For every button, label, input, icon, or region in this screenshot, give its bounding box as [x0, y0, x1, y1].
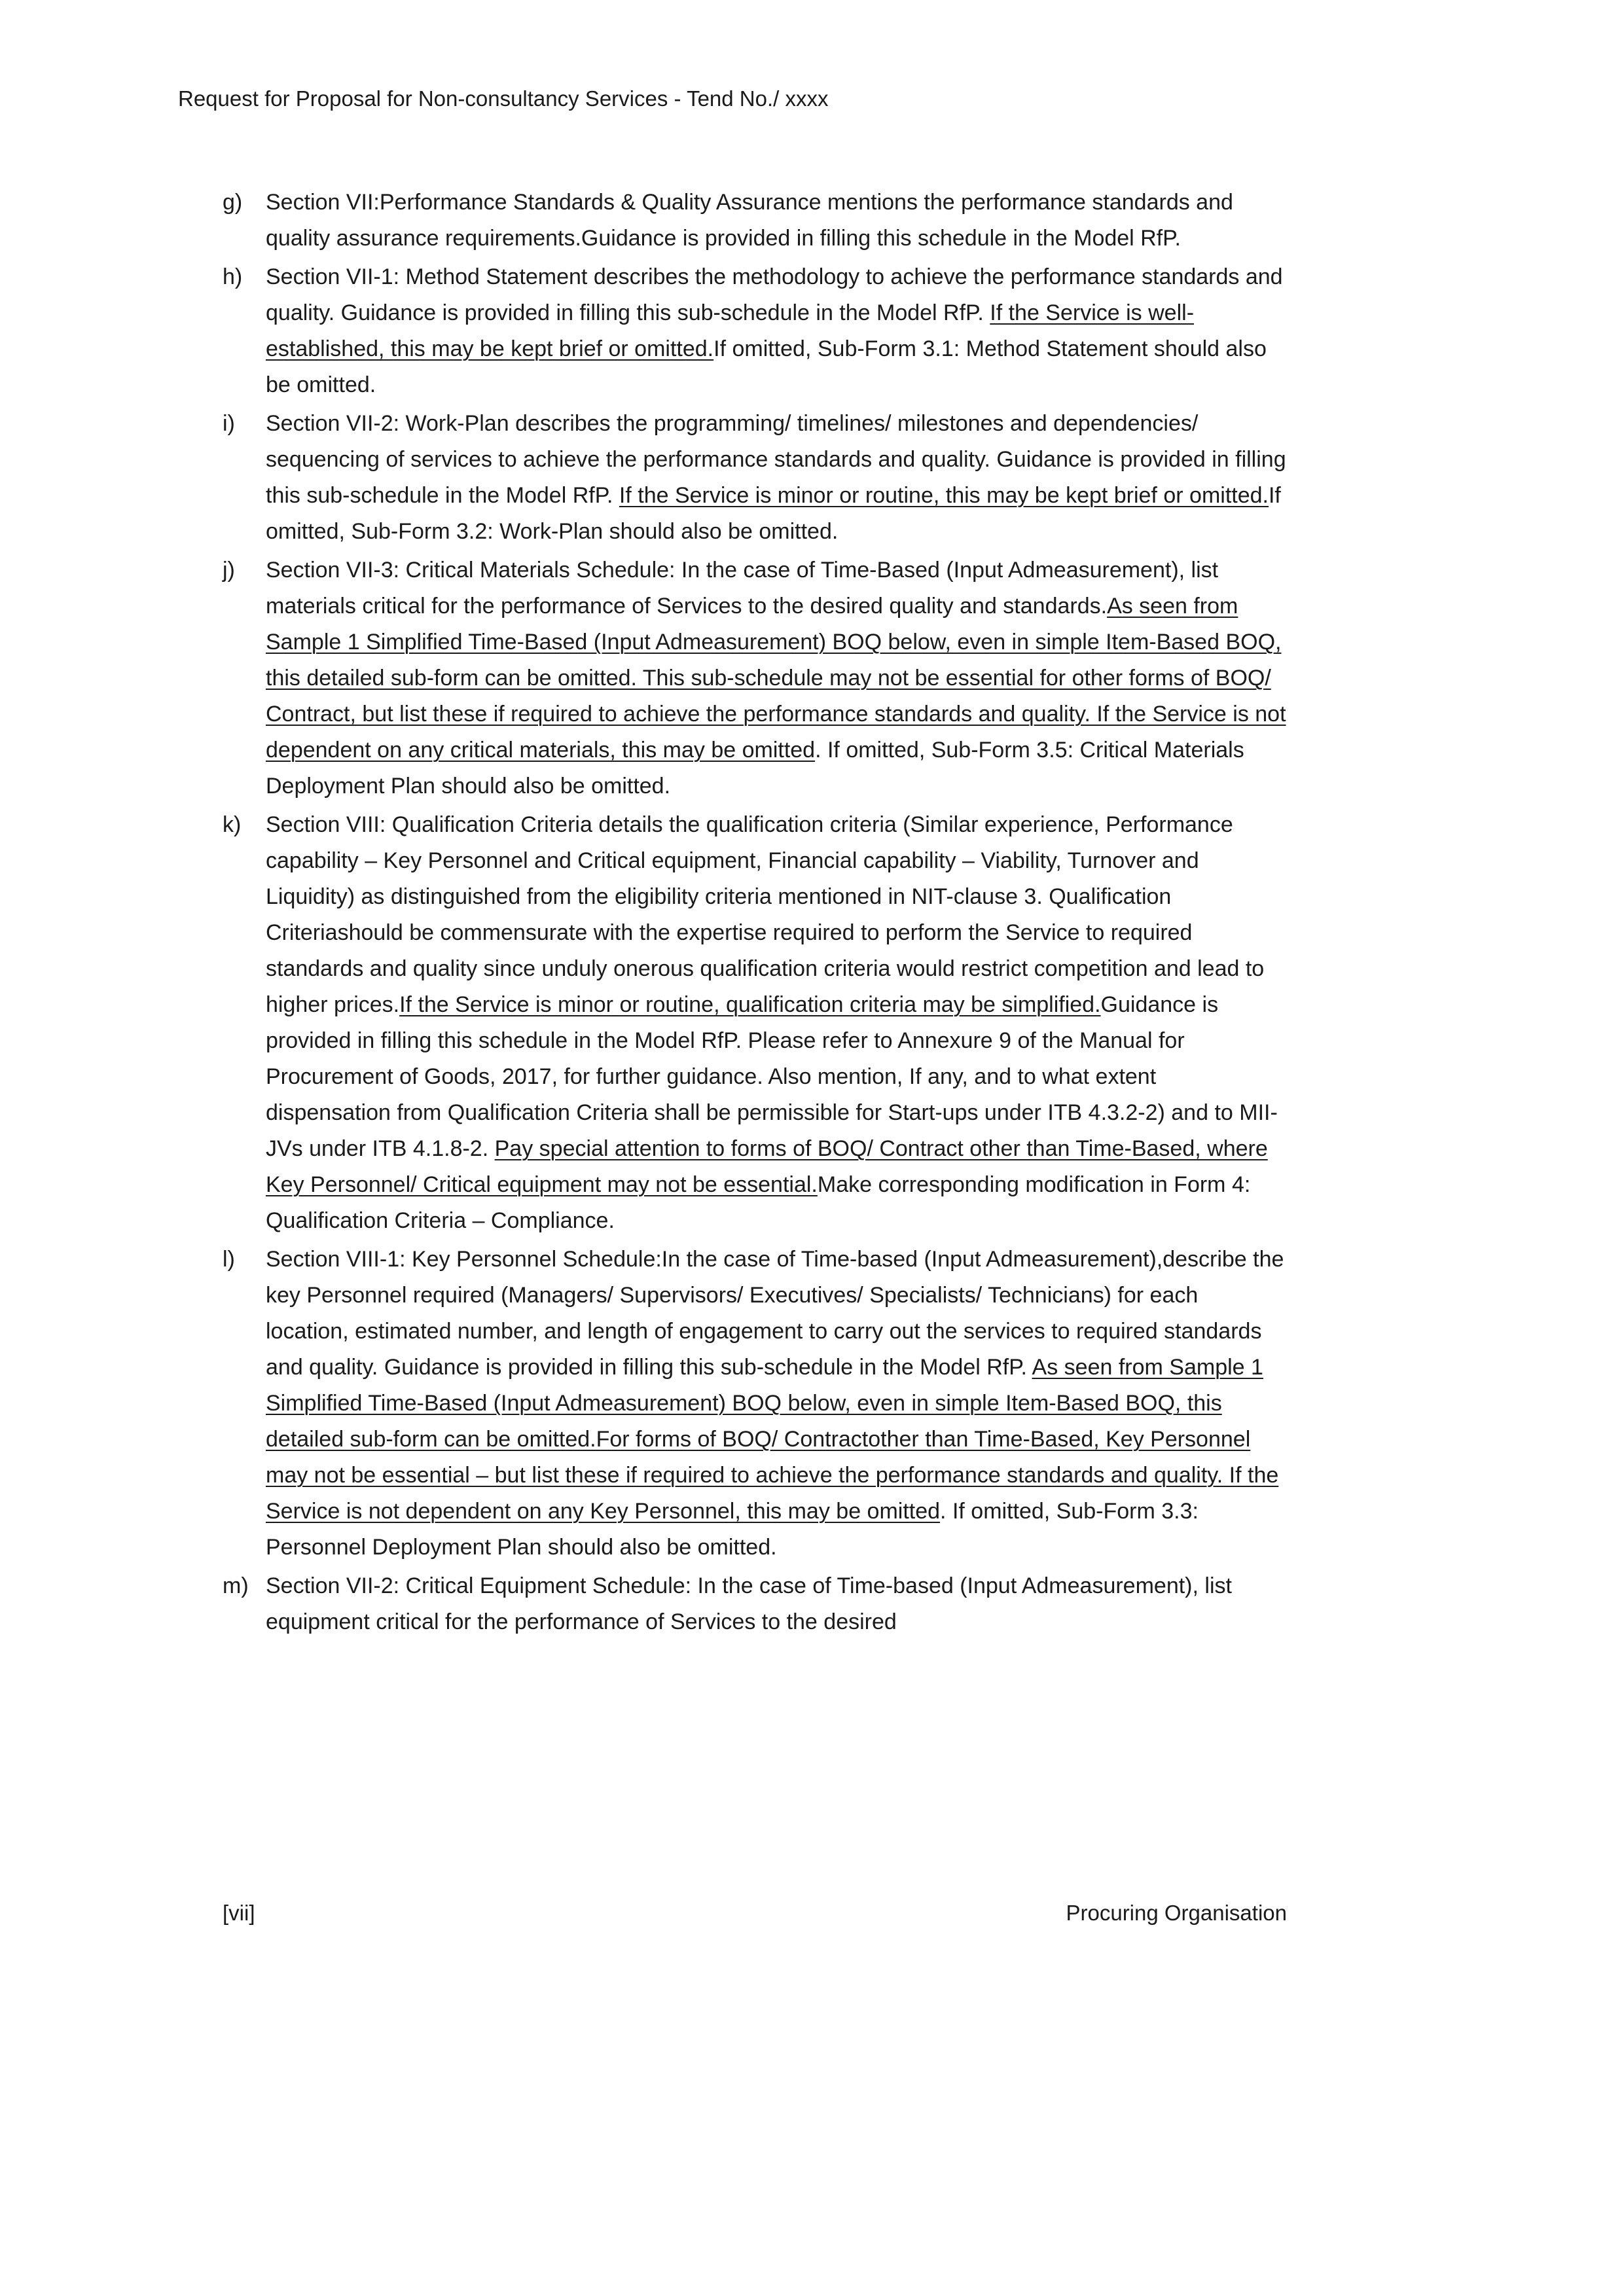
page-header: [178, 85, 829, 113]
underlined-text-segment: Pay special attention to forms of BOQ/ Contract other than Time-Based, where Key Personnel/ Critical equipment may not be essential.: [266, 1136, 1268, 1197]
underlined-text-segment: If the Service is well-established, this may be kept brief or omitted.: [266, 300, 1195, 361]
list-item: [223, 406, 1287, 550]
text-segment: Section VIII-1: Key Personnel Schedule:In the case of Time-based (Input Admeasurement),describe the key Personnel required (Managers/ Supervisors/ Executives/ Specialists/ Technicians) for each location, estimated number, and length of engagement to carry out the services to required standards and quality. Guidance is provided in filling this sub-schedule in the Model RfP.: [266, 1247, 1284, 1380]
list-item: [223, 1242, 1287, 1566]
list-item-label: h): [223, 264, 243, 289]
list-item: [223, 185, 1287, 257]
list-item-text: [266, 812, 1278, 1233]
list-item-label: l): [223, 1247, 235, 1272]
text-segment: Section VII-2: Work-Plan describes the programming/ timelines/ milestones and dependencies/ sequencing of services to achieve the performance standards and quality. Guidance is provided in filling this sub-schedule in the Model RfP.: [266, 411, 1286, 508]
footer-page-number: [vii]: [223, 1901, 255, 1925]
list-item: [223, 1568, 1287, 1640]
underlined-text-segment: As seen from Sample 1 Simplified Time-Based (Input Admeasurement) BOQ below, even in simple Item-Based BOQ, this detailed sub-form can be omitted.For forms of BOQ/ Contractother than Time-Based, Key Personnel may not be essential – but list these if required to achieve the performance standards and quality. If the Service is not dependent on any Key Personnel, this may be omitted: [266, 1355, 1279, 1524]
text-segment: Section VIII: Qualification Criteria details the qualification criteria (Similar experience, Performance capability – Key Personnel and Critical equipment, Financial capability – Viability, Turnover and Liquidity) as distinguished from the eligibility criteria mentioned in NIT-clause 3. Qualification Criteriashould be commensurate with the expertise required to perform the Service to required standards and quality since unduly onerous qualification criteria would restrict competition and lead to higher prices.: [266, 812, 1265, 1017]
list-item-label: i): [223, 411, 235, 436]
text-segment: Make corresponding modification in Form 4: Qualification Criteria – Compliance.: [266, 1172, 1251, 1233]
list-item-text: [266, 190, 1233, 251]
list-item-label: g): [223, 190, 243, 215]
text-segment: Section VII-1: Method Statement describes the methodology to achieve the performance standards and quality. Guidance is provided in filling this sub-schedule in the Model RfP.: [266, 264, 1283, 325]
list-item-text: [266, 558, 1286, 798]
list-item: [223, 552, 1287, 804]
list-item-label: j): [223, 558, 235, 583]
underlined-text-segment: If the Service is minor or routine, qualification criteria may be simplified.: [399, 992, 1101, 1017]
text-segment: Guidance is provided in filling this schedule in the Model RfP. Please refer to Annexure 9 of the Manual for Procurement of Goods, 2017, for further guidance. Also mention, If any, and to what extent dispensation from Qualification Criteria shall be permissible for Start-ups under ITB 4.3.2-2) and to MII-JVs under ITB 4.1.8-2.: [266, 992, 1278, 1161]
list-item: [223, 807, 1287, 1239]
item-list: [223, 185, 1287, 1643]
underlined-text-segment: As seen from Sample 1 Simplified Time-Based (Input Admeasurement) BOQ below, even in simple Item-Based BOQ, this detailed sub-form can be omitted. This sub-schedule may not be essential for other forms of BOQ/ Contract, but list these if required to achieve the performance standards and quality. If the Service is not dependent on any critical materials, this may be omitted: [266, 594, 1286, 762]
underlined-text-segment: If the Service is minor or routine, this may be kept brief or omitted.: [619, 483, 1269, 508]
text-segment: Section VII-3: Critical Materials Schedule: In the case of Time-Based (Input Admeasurement), list materials critical for the performance of Services to the desired quality and standards.: [266, 558, 1219, 619]
list-item-text: [266, 1573, 1232, 1634]
text-segment: Section VII:Performance Standards & Quality Assurance mentions the performance standards and quality assurance requirements.Guidance is provided in filling this schedule in the Model RfP.: [266, 190, 1233, 251]
text-segment: If omitted, Sub-Form 3.1: Method Statement should also be omitted.: [266, 336, 1267, 397]
text-segment: . If omitted, Sub-Form 3.3: Personnel Deployment Plan should also be omitted.: [266, 1499, 1199, 1560]
list-item-label: k): [223, 812, 242, 837]
list-item-text: [266, 1247, 1284, 1560]
header-title: Request for Proposal for Non-consultancy Services - Tend No./ xxxx: [178, 86, 829, 111]
page-footer: [223, 1899, 1287, 1927]
text-segment: Section VII-2: Critical Equipment Schedule: In the case of Time-based (Input Admeasurement), list equipment critical for the performance of Services to the desired: [266, 1573, 1232, 1634]
text-segment: . If omitted, Sub-Form 3.5: Critical Materials Deployment Plan should also be omitted.: [266, 738, 1244, 798]
footer-organisation: Procuring Organisation: [1066, 1901, 1287, 1925]
list-item: [223, 259, 1287, 403]
list-item-text: [266, 411, 1286, 544]
list-item-text: [266, 264, 1283, 397]
text-segment: If omitted, Sub-Form 3.2: Work-Plan should also be omitted.: [266, 483, 1281, 544]
list-item-label: m): [223, 1573, 249, 1598]
